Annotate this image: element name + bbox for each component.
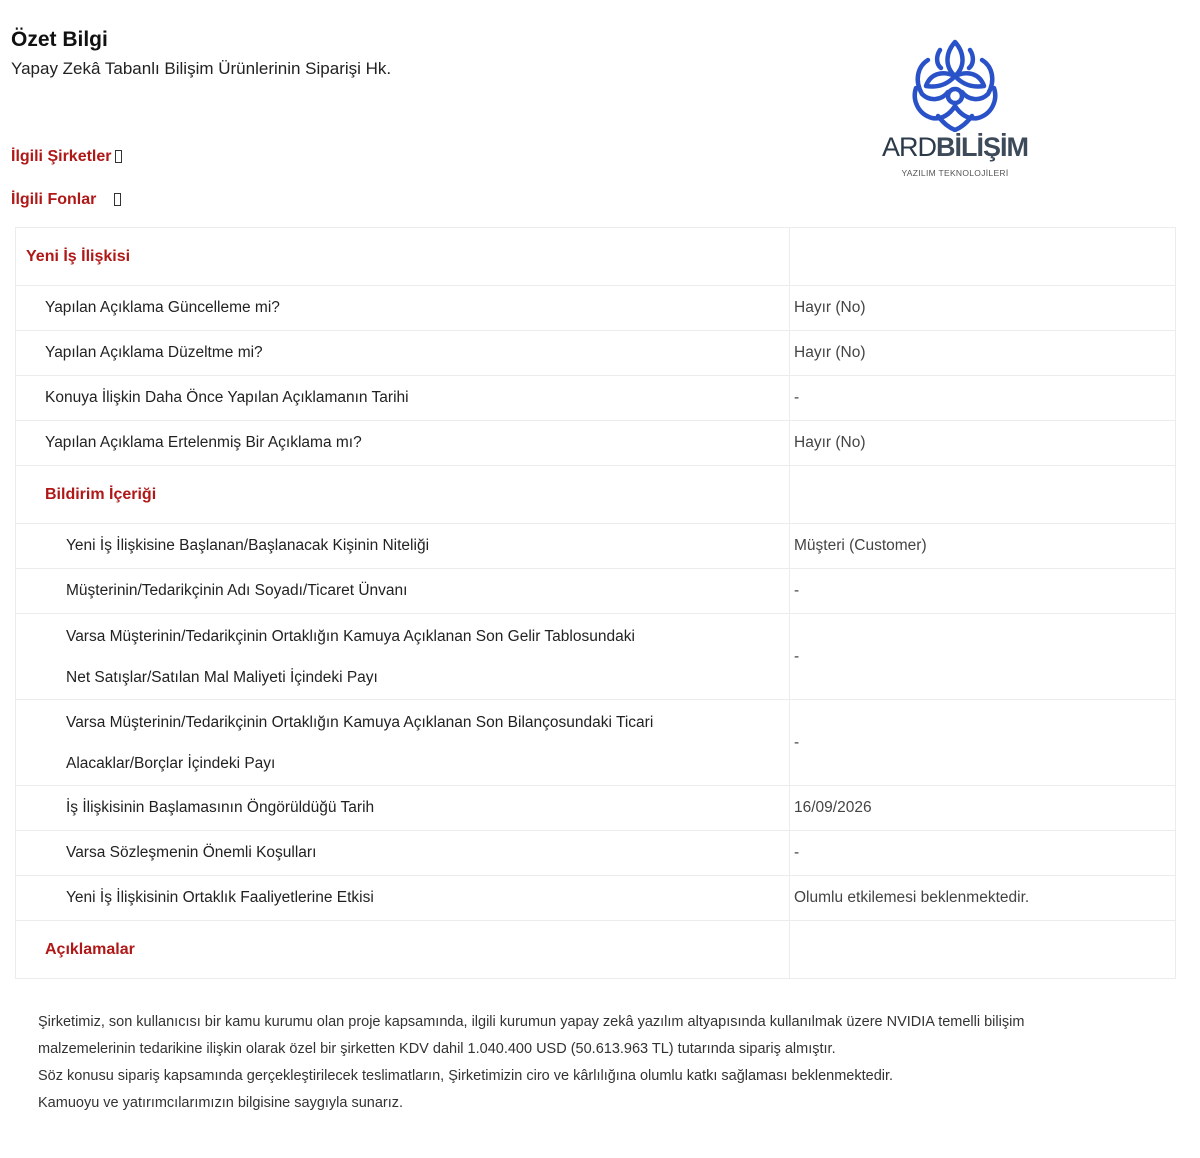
row-value: Hayır (No) — [790, 421, 1176, 466]
row-label: Müşterinin/Tedarikçinin Adı Soyadı/Ticaret Ünvanı — [16, 569, 790, 614]
table-row — [16, 700, 1176, 786]
logo-wordmark — [880, 132, 1030, 163]
explanation-line: Şirketimiz, son kullanıcısı bir kamu kurumu olan proje kapsamında, ilgili kurumun yapay zekâ yazılım altyapısında kullanılmak üzere NVIDIA temelli bilişim — [38, 1014, 1025, 1030]
page-title: Özet Bilgi — [11, 28, 108, 51]
page-subtitle: Yapay Zekâ Tabanlı Bilişim Ürünlerinin Siparişi Hk. — [11, 59, 392, 78]
section-row — [16, 466, 1176, 524]
logo-name-bold: BİLİŞİM — [936, 132, 1028, 162]
explanation-line: Kamuoyu ve yatırımcılarımızın bilgisine saygıyla sunarız. — [38, 1095, 404, 1111]
content-section-title: Bildirim İçeriği — [16, 466, 790, 524]
row-label-line: Alacaklar/Borçlar İçindeki Payı — [66, 754, 276, 772]
explanation-line: malzemelerinin tedarikine ilişkin olarak özel bir şirketten KDV dahil 1.040.400 USD (50.613.963 TL) tutarında sipariş almıştır. — [38, 1041, 836, 1057]
row-value: - — [790, 831, 1176, 876]
table-row — [16, 614, 1176, 700]
related-companies-label: İlgili Şirketler — [11, 148, 112, 165]
row-label-line: Varsa Müşterinin/Tedarikçinin Ortaklığın Kamuya Açıklanan Son Gelir Tablosundaki — [66, 627, 635, 645]
row-value: Olumlu etkilemesi beklenmektedir. — [790, 876, 1176, 921]
related-companies-link[interactable] — [11, 148, 122, 166]
section-title: Yeni İş İlişkisi — [16, 228, 790, 286]
logo-name-thin: ARD — [881, 132, 936, 162]
row-label-line: Net Satışlar/Satılan Mal Maliyeti İçindeki Payı — [66, 668, 378, 686]
row-label: İş İlişkisinin Başlamasının Öngörüldüğü Tarih — [16, 786, 790, 831]
expand-box-icon[interactable] — [115, 150, 122, 163]
row-label-line: Varsa Müşterinin/Tedarikçinin Ortaklığın Kamuya Açıklanan Son Bilançosundaki Ticari — [66, 713, 654, 731]
related-funds-link[interactable] — [11, 191, 121, 209]
lotus-icon — [908, 36, 1002, 132]
row-label: Varsa Sözleşmenin Önemli Koşulları — [16, 831, 790, 876]
row-label — [16, 614, 790, 700]
expand-box-icon[interactable] — [114, 193, 121, 206]
row-label: Yeni İş İlişkisine Başlanan/Başlanacak Kişinin Niteliği — [16, 524, 790, 569]
row-label: Yapılan Açıklama Güncelleme mi? — [16, 286, 790, 331]
logo-tagline: YAZILIM TEKNOLOJİLERİ — [901, 168, 1009, 178]
row-label — [16, 700, 790, 786]
table-row — [16, 876, 1176, 921]
row-value: Müşteri (Customer) — [790, 524, 1176, 569]
explanation-line: Söz konusu sipariş kapsamında gerçekleştirilecek teslimatların, Şirketimizin ciro ve kârlılığına olumlu katkı sağlaması beklenmektedir. — [38, 1068, 894, 1084]
row-value: - — [790, 614, 1176, 700]
table-row — [16, 569, 1176, 614]
row-label: Yeni İş İlişkisinin Ortaklık Faaliyetlerine Etkisi — [16, 876, 790, 921]
row-label: Yapılan Açıklama Düzeltme mi? — [16, 331, 790, 376]
row-label: Yapılan Açıklama Ertelenmiş Bir Açıklama mı? — [16, 421, 790, 466]
table-row — [16, 524, 1176, 569]
table-row — [16, 786, 1176, 831]
section-row — [16, 228, 1176, 286]
table-row — [16, 831, 1176, 876]
table-row — [16, 286, 1176, 331]
table-row — [16, 376, 1176, 421]
table-row — [16, 331, 1176, 376]
company-logo — [880, 36, 1030, 186]
row-value: - — [790, 700, 1176, 786]
table-row — [16, 421, 1176, 466]
row-value: - — [790, 376, 1176, 421]
notes-section-title: Açıklamalar — [16, 921, 790, 979]
row-label: Konuya İlişkin Daha Önce Yapılan Açıklamanın Tarihi — [16, 376, 790, 421]
related-funds-label: İlgili Fonlar — [11, 191, 97, 208]
row-value: Hayır (No) — [790, 286, 1176, 331]
explanation-text — [38, 1009, 1168, 1117]
disclosure-table — [15, 227, 1176, 979]
row-value: 16/09/2026 — [790, 786, 1176, 831]
row-value: - — [790, 569, 1176, 614]
section-row — [16, 921, 1176, 979]
row-value: Hayır (No) — [790, 331, 1176, 376]
